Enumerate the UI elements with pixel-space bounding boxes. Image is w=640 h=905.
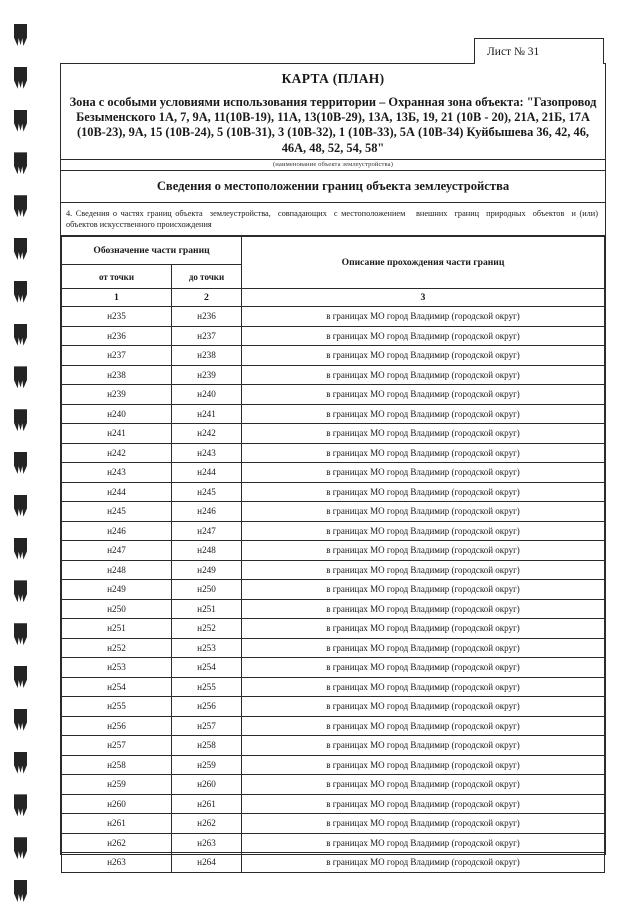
cell-description: в границах МО город Владимир (городской округ) <box>242 443 605 463</box>
table-row <box>62 424 605 444</box>
binding-staple-mark <box>14 24 27 46</box>
cell-to-point: н253 <box>172 638 242 658</box>
cell-to-point: н244 <box>172 463 242 483</box>
cell-to-point: н252 <box>172 619 242 639</box>
table-row <box>62 755 605 775</box>
cell-from-point: н258 <box>62 755 172 775</box>
sheet-number-label: Лист № 31 <box>487 45 540 58</box>
binding-staple-mark <box>14 409 27 431</box>
table-header-row-numbers <box>62 289 605 307</box>
cell-description: в границах МО город Владимир (городской округ) <box>242 814 605 834</box>
cell-to-point: н245 <box>172 482 242 502</box>
cell-to-point: н263 <box>172 833 242 853</box>
binding-staple-mark <box>14 538 27 560</box>
table-row <box>62 385 605 405</box>
table-body <box>62 307 605 873</box>
binding-staple-mark <box>14 67 27 89</box>
cell-from-point: н246 <box>62 521 172 541</box>
table-row <box>62 307 605 327</box>
cell-description: в границах МО город Владимир (городской округ) <box>242 736 605 756</box>
cell-description: в границах МО город Владимир (городской округ) <box>242 853 605 873</box>
cell-from-point: н261 <box>62 814 172 834</box>
binding-staple-mark <box>14 580 27 602</box>
table-row <box>62 794 605 814</box>
cell-to-point: н240 <box>172 385 242 405</box>
table-row <box>62 736 605 756</box>
table-row <box>62 463 605 483</box>
cell-to-point: н249 <box>172 560 242 580</box>
cell-to-point: н259 <box>172 755 242 775</box>
cell-to-point: н258 <box>172 736 242 756</box>
binding-staple-mark <box>14 837 27 859</box>
section-note <box>61 203 605 236</box>
cell-to-point: н237 <box>172 326 242 346</box>
cell-from-point: н256 <box>62 716 172 736</box>
cell-description: в границах МО город Владимир (городской округ) <box>242 502 605 522</box>
table-row <box>62 677 605 697</box>
cell-description: в границах МО город Владимир (городской округ) <box>242 482 605 502</box>
table-row <box>62 541 605 561</box>
binding-staple-mark <box>14 238 27 260</box>
cell-from-point: н262 <box>62 833 172 853</box>
binding-staple-mark <box>14 880 27 902</box>
cell-description: в границах МО город Владимир (городской округ) <box>242 521 605 541</box>
cell-from-point: н253 <box>62 658 172 678</box>
cell-to-point: н251 <box>172 599 242 619</box>
cell-to-point: н246 <box>172 502 242 522</box>
table-row <box>62 814 605 834</box>
binding-staple-mark <box>14 709 27 731</box>
table-row <box>62 326 605 346</box>
table-row <box>62 560 605 580</box>
cell-from-point: н244 <box>62 482 172 502</box>
object-name-caption: (наименование объекта землеустройства) <box>61 160 605 171</box>
cell-from-point: н248 <box>62 560 172 580</box>
header-col-num-1: 1 <box>62 289 172 307</box>
cell-from-point: н238 <box>62 365 172 385</box>
table-row <box>62 697 605 717</box>
binding-staple-mark <box>14 666 27 688</box>
cell-from-point: н241 <box>62 424 172 444</box>
cell-from-point: н250 <box>62 599 172 619</box>
table-head <box>62 237 605 307</box>
header-designation-group: Обозначение части границ <box>62 237 242 265</box>
title-block <box>61 64 605 160</box>
cell-description: в границах МО город Владимир (городской округ) <box>242 677 605 697</box>
cell-description: в границах МО город Владимир (городской округ) <box>242 580 605 600</box>
cell-description: в границах МО город Владимир (городской округ) <box>242 560 605 580</box>
table-row <box>62 502 605 522</box>
binding-staple-mark <box>14 752 27 774</box>
page-title: КАРТА (ПЛАН) <box>281 71 385 86</box>
cell-description: в границах МО город Владимир (городской округ) <box>242 775 605 795</box>
cell-from-point: н236 <box>62 326 172 346</box>
cell-to-point: н236 <box>172 307 242 327</box>
section-note-text: 4. Сведения о частях границ объекта землеустройства, совпадающих с местоположением внешних границ природных объектов и (или) объектов искусственного происхождения <box>66 208 603 230</box>
header-col-num-2: 2 <box>172 289 242 307</box>
binding-staple-mark <box>14 623 27 645</box>
table-row <box>62 775 605 795</box>
table-row <box>62 716 605 736</box>
header-from-point: от точки <box>62 265 172 289</box>
cell-to-point: н243 <box>172 443 242 463</box>
cell-from-point: н245 <box>62 502 172 522</box>
cell-from-point: н254 <box>62 677 172 697</box>
table-empty-tail <box>61 873 605 895</box>
cell-description: в границах МО город Владимир (городской округ) <box>242 833 605 853</box>
binding-staple-mark <box>14 110 27 132</box>
table-row <box>62 482 605 502</box>
table-row <box>62 619 605 639</box>
cell-description: в границах МО город Владимир (городской округ) <box>242 424 605 444</box>
table-row <box>62 443 605 463</box>
cell-description: в границах МО город Владимир (городской округ) <box>242 463 605 483</box>
binding-staple-mark <box>14 452 27 474</box>
cell-description: в границах МО город Владимир (городской округ) <box>242 794 605 814</box>
object-name-text: Зона с особыми условиями использования территории – Охранная зона объекта: "Газопровод Безыменского 1А, 7, 9А, 11(10В-19), 11А, 13(10В-29), 13А, 13Б, 19, 21 (10В - 20), 21А, 21Б, 17А (10В-23), 9А, 15 (10В-24), 5 (10В-31), 3 (10В-32), 1 (10В-33), 5А (10В-34) Куйбышева 36, 42, 46, 46А, 48, 52, 54, 58" <box>69 95 597 155</box>
cell-description: в границах МО город Владимир (городской округ) <box>242 326 605 346</box>
binding-margin <box>0 0 60 905</box>
cell-to-point: н264 <box>172 853 242 873</box>
cell-from-point: н247 <box>62 541 172 561</box>
table-row <box>62 638 605 658</box>
cell-to-point: н239 <box>172 365 242 385</box>
cell-from-point: н235 <box>62 307 172 327</box>
section-header: Сведения о местоположении границ объекта землеустройства <box>61 171 605 203</box>
binding-staple-mark <box>14 366 27 388</box>
cell-description: в границах МО город Владимир (городской округ) <box>242 599 605 619</box>
cell-description: в границах МО город Владимир (городской округ) <box>242 716 605 736</box>
table-row <box>62 346 605 366</box>
cell-description: в границах МО город Владимир (городской округ) <box>242 638 605 658</box>
cell-from-point: н263 <box>62 853 172 873</box>
binding-staple-mark <box>14 195 27 217</box>
cell-description: в границах МО город Владимир (городской округ) <box>242 365 605 385</box>
cell-description: в границах МО город Владимир (городской округ) <box>242 658 605 678</box>
table-row <box>62 853 605 873</box>
cell-from-point: н243 <box>62 463 172 483</box>
cell-from-point: н249 <box>62 580 172 600</box>
cell-to-point: н238 <box>172 346 242 366</box>
cell-to-point: н241 <box>172 404 242 424</box>
cell-from-point: н255 <box>62 697 172 717</box>
cell-from-point: н257 <box>62 736 172 756</box>
cell-description: в границах МО город Владимир (городской округ) <box>242 404 605 424</box>
table-row <box>62 580 605 600</box>
table-row <box>62 365 605 385</box>
header-to-point: до точки <box>172 265 242 289</box>
binding-staple-mark <box>14 324 27 346</box>
cell-to-point: н262 <box>172 814 242 834</box>
binding-staple-mark <box>14 794 27 816</box>
cell-to-point: н256 <box>172 697 242 717</box>
cell-to-point: н254 <box>172 658 242 678</box>
cell-to-point: н257 <box>172 716 242 736</box>
cell-from-point: н242 <box>62 443 172 463</box>
cell-to-point: н260 <box>172 775 242 795</box>
cell-from-point: н239 <box>62 385 172 405</box>
cell-from-point: н259 <box>62 775 172 795</box>
cell-to-point: н250 <box>172 580 242 600</box>
binding-staple-mark <box>14 152 27 174</box>
cell-description: в границах МО город Владимир (городской округ) <box>242 755 605 775</box>
binding-staple-mark <box>14 281 27 303</box>
cell-description: в границах МО город Владимир (городской округ) <box>242 541 605 561</box>
table-row <box>62 833 605 853</box>
header-col-num-3: 3 <box>242 289 605 307</box>
table-row <box>62 658 605 678</box>
cell-description: в границах МО город Владимир (городской округ) <box>242 346 605 366</box>
cell-description: в границах МО город Владимир (городской округ) <box>242 619 605 639</box>
cell-from-point: н251 <box>62 619 172 639</box>
binding-staple-mark <box>14 495 27 517</box>
table-row <box>62 404 605 424</box>
cell-to-point: н247 <box>172 521 242 541</box>
cell-from-point: н237 <box>62 346 172 366</box>
cell-to-point: н242 <box>172 424 242 444</box>
cell-description: в границах МО город Владимир (городской округ) <box>242 307 605 327</box>
cell-to-point: н248 <box>172 541 242 561</box>
document-page-frame <box>60 63 606 868</box>
borders-table <box>61 236 605 873</box>
table-header-row-group <box>62 237 605 265</box>
cell-to-point: н261 <box>172 794 242 814</box>
cell-description: в границах МО город Владимир (городской округ) <box>242 697 605 717</box>
cell-from-point: н260 <box>62 794 172 814</box>
table-row <box>62 599 605 619</box>
table-row <box>62 521 605 541</box>
cell-description: в границах МО город Владимир (городской округ) <box>242 385 605 405</box>
cell-from-point: н252 <box>62 638 172 658</box>
sheet-number-box <box>474 38 604 64</box>
cell-to-point: н255 <box>172 677 242 697</box>
header-description: Описание прохождения части границ <box>242 237 605 289</box>
cell-from-point: н240 <box>62 404 172 424</box>
